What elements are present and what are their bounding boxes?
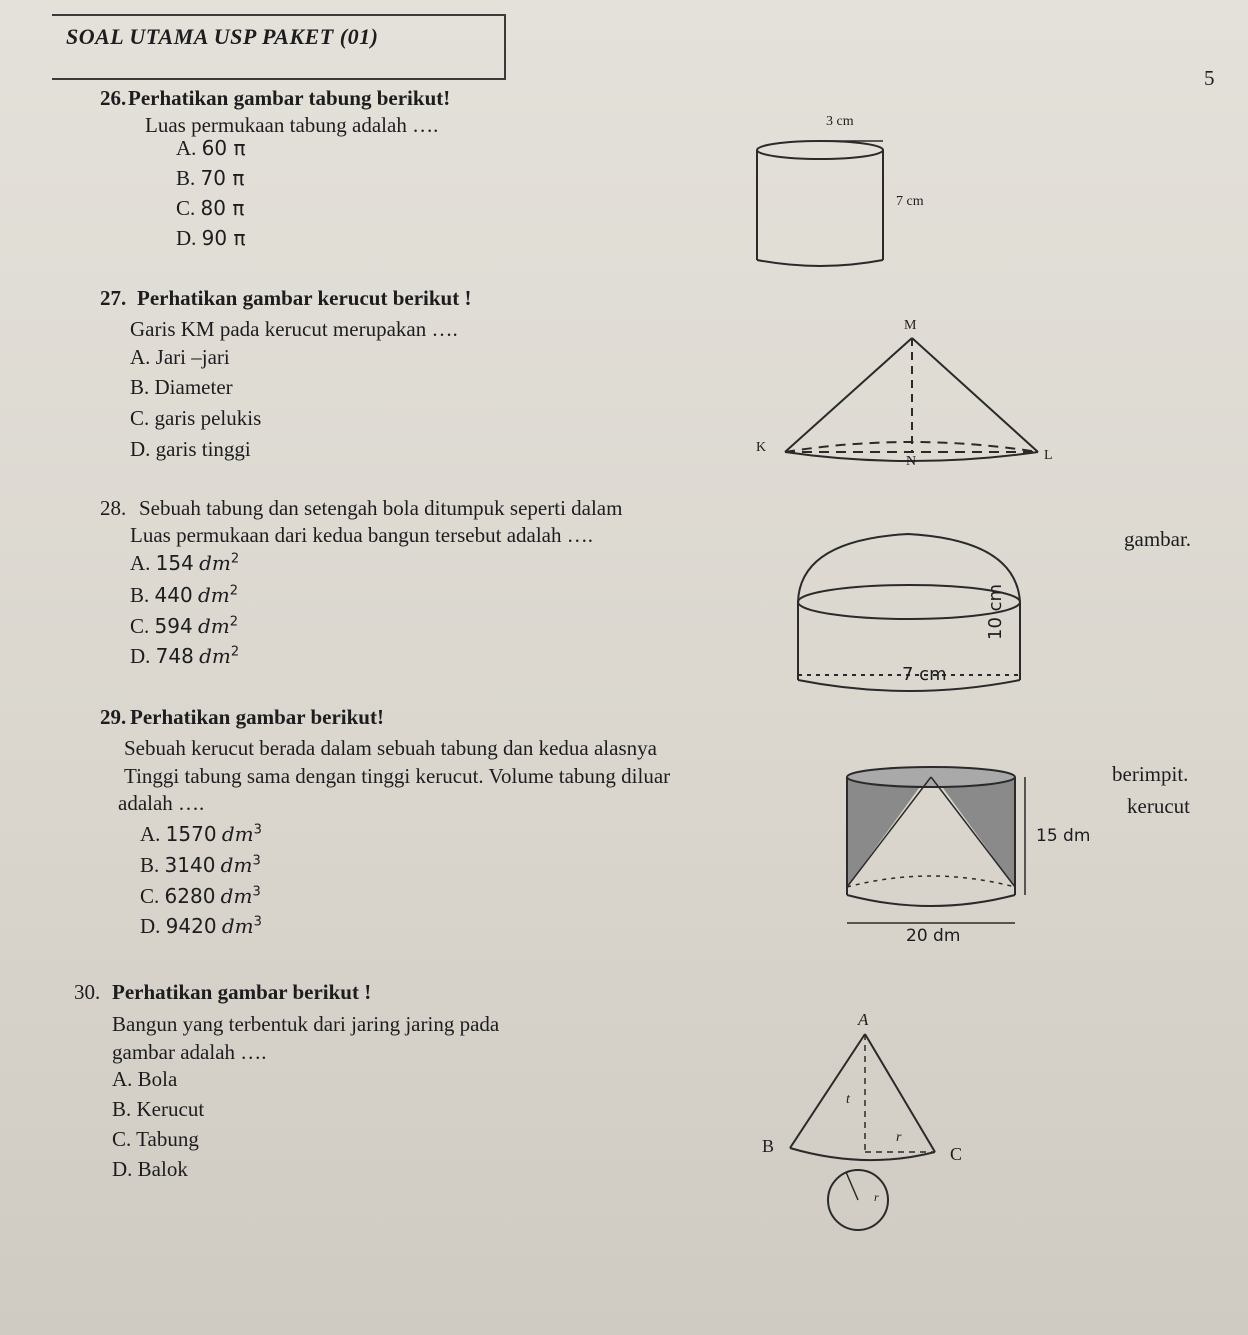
option-unit: dm <box>220 853 253 877</box>
q29-title: Perhatikan gambar berikut! <box>130 705 384 729</box>
option-text: 60 π <box>201 136 246 160</box>
q30-title: Perhatikan gambar berikut ! <box>112 980 372 1004</box>
q29-line2: Tinggi tabung sama dengan tinggi kerucut. Volume tabung diluar <box>124 764 671 788</box>
q30-option-b[interactable] <box>112 1097 204 1122</box>
option-letter: D. <box>130 437 151 461</box>
q28-option-a[interactable] <box>130 551 239 576</box>
option-letter: B. <box>176 166 196 190</box>
option-letter: A. <box>130 345 151 369</box>
q29-height-label: 15 dm <box>1036 826 1091 846</box>
option-letter: A. <box>112 1067 133 1091</box>
q27-label-k: K <box>756 440 767 455</box>
option-unit: dm <box>197 614 230 638</box>
option-exp: 2 <box>230 551 240 567</box>
option-text: Bola <box>137 1067 178 1091</box>
q28-option-d[interactable] <box>130 644 239 669</box>
q29-line1: Sebuah kerucut berada dalam sebuah tabung dan kedua alasnya <box>124 736 657 760</box>
option-letter: B. <box>112 1097 132 1121</box>
q27-label-n: N <box>906 454 917 469</box>
option-value: 440 <box>154 583 193 607</box>
option-letter: C. <box>130 406 150 430</box>
option-letter: C. <box>112 1127 132 1151</box>
q30-label-c: C <box>950 1144 963 1164</box>
q29-line3: adalah …. <box>118 791 205 815</box>
q26-option-c[interactable] <box>176 196 244 221</box>
q28-option-c[interactable] <box>130 614 238 639</box>
option-letter: A. <box>130 551 151 575</box>
q27-option-a[interactable] <box>130 345 230 370</box>
option-text: Kerucut <box>136 1097 205 1121</box>
option-exp: 2 <box>230 644 240 660</box>
q29-option-d[interactable] <box>140 914 262 939</box>
q26-height-label: 7 cm <box>896 194 924 209</box>
option-text: garis pelukis <box>154 406 262 430</box>
q29-cone-in-cylinder-figure <box>835 755 1045 935</box>
q30-number: 30. <box>74 980 101 1004</box>
q26-option-b[interactable] <box>176 166 244 191</box>
option-unit: dm <box>199 644 231 668</box>
option-value: 154 <box>155 551 194 575</box>
option-letter: B. <box>140 853 160 877</box>
q29-width-label: 20 dm <box>906 926 961 946</box>
q28-question: Luas permukaan dari kedua bangun tersebut adalah …. <box>130 523 593 547</box>
q26-number: 26. <box>100 86 127 110</box>
q29-option-a[interactable] <box>140 822 262 847</box>
option-letter: D. <box>176 226 197 250</box>
q30-line2: gambar adalah …. <box>112 1040 267 1064</box>
q28-height-label: 10 cm <box>985 583 1006 640</box>
option-value: 9420 <box>165 914 217 938</box>
option-value: 594 <box>154 614 193 638</box>
q30-option-c[interactable] <box>112 1127 199 1152</box>
option-letter: D. <box>140 914 161 938</box>
option-letter: B. <box>130 583 150 607</box>
q26-option-d[interactable] <box>176 226 246 251</box>
option-value: 1570 <box>165 822 217 846</box>
option-unit: dm <box>199 551 231 575</box>
option-exp: 3 <box>252 884 261 900</box>
q29-option-c[interactable] <box>140 884 261 909</box>
q28-number: 28. <box>100 496 127 520</box>
q29-number: 29. <box>100 705 127 729</box>
option-value: 6280 <box>164 884 216 908</box>
q28-option-b[interactable] <box>130 583 238 608</box>
page-number: 5 <box>1204 66 1215 90</box>
q27-option-d[interactable] <box>130 437 251 462</box>
q30-label-a: A <box>858 1010 869 1029</box>
q30-cone-net-figure <box>770 1020 970 1240</box>
option-letter: C. <box>140 884 160 908</box>
q27-label-l: L <box>1044 448 1053 463</box>
q27-label-m: M <box>904 318 917 333</box>
option-letter: A. <box>140 822 161 846</box>
q29-line2-end: kerucut <box>1127 794 1190 818</box>
option-exp: 2 <box>229 614 239 630</box>
q30-option-d[interactable] <box>112 1157 188 1182</box>
q26-question: Luas permukaan tabung adalah …. <box>145 113 439 137</box>
option-text: Balok <box>137 1157 188 1181</box>
q30-label-circle-r: r <box>874 1190 879 1204</box>
q27-title: Perhatikan gambar kerucut berikut ! <box>137 286 472 310</box>
option-unit: dm <box>197 583 230 607</box>
option-text: Jari –jari <box>155 345 230 369</box>
option-exp: 3 <box>252 853 261 869</box>
option-exp: 3 <box>253 822 262 838</box>
option-letter: C. <box>176 196 196 220</box>
option-text: 90 π <box>201 226 246 250</box>
option-letter: A. <box>176 136 197 160</box>
option-letter: D. <box>130 644 151 668</box>
option-letter: D. <box>112 1157 133 1181</box>
option-unit: dm <box>221 914 254 938</box>
option-letter: B. <box>130 375 150 399</box>
q30-label-r: r <box>896 1130 902 1145</box>
q29-option-b[interactable] <box>140 853 261 878</box>
q30-option-a[interactable] <box>112 1067 177 1092</box>
q26-option-a[interactable] <box>176 136 246 161</box>
option-text: 80 π <box>200 196 245 220</box>
option-exp: 3 <box>253 914 262 930</box>
option-exp: 2 <box>229 583 239 599</box>
option-text: 70 π <box>200 166 245 190</box>
q28-line1-end: gambar. <box>1124 527 1192 551</box>
option-unit: dm <box>221 822 254 846</box>
q26-cylinder-figure <box>740 110 920 280</box>
q26-radius-label: 3 cm <box>826 114 854 129</box>
option-value: 748 <box>155 644 194 668</box>
option-value: 3140 <box>164 853 216 877</box>
q27-number: 27. <box>100 286 127 310</box>
exam-title: SOAL UTAMA USP PAKET (01) <box>66 24 379 49</box>
q29-line1-end: berimpit. <box>1112 762 1189 786</box>
q30-label-t: t <box>846 1092 850 1107</box>
q28-width-label: 7 cm <box>902 664 947 685</box>
option-text: Tabung <box>136 1127 199 1151</box>
option-unit: dm <box>220 884 253 908</box>
option-text: garis tinggi <box>155 437 251 461</box>
q27-option-b[interactable] <box>130 375 233 400</box>
q27-question: Garis KM pada kerucut merupakan …. <box>130 317 458 341</box>
q30-line1: Bangun yang terbentuk dari jaring jaring pada <box>112 1012 500 1036</box>
option-letter: C. <box>130 614 150 638</box>
q26-title: Perhatikan gambar tabung berikut! <box>128 86 451 110</box>
q27-option-c[interactable] <box>130 406 261 431</box>
option-text: Diameter <box>154 375 233 399</box>
q30-label-b: B <box>762 1136 775 1156</box>
q28-line1: Sebuah tabung dan setengah bola ditumpuk seperti dalam <box>139 496 623 520</box>
